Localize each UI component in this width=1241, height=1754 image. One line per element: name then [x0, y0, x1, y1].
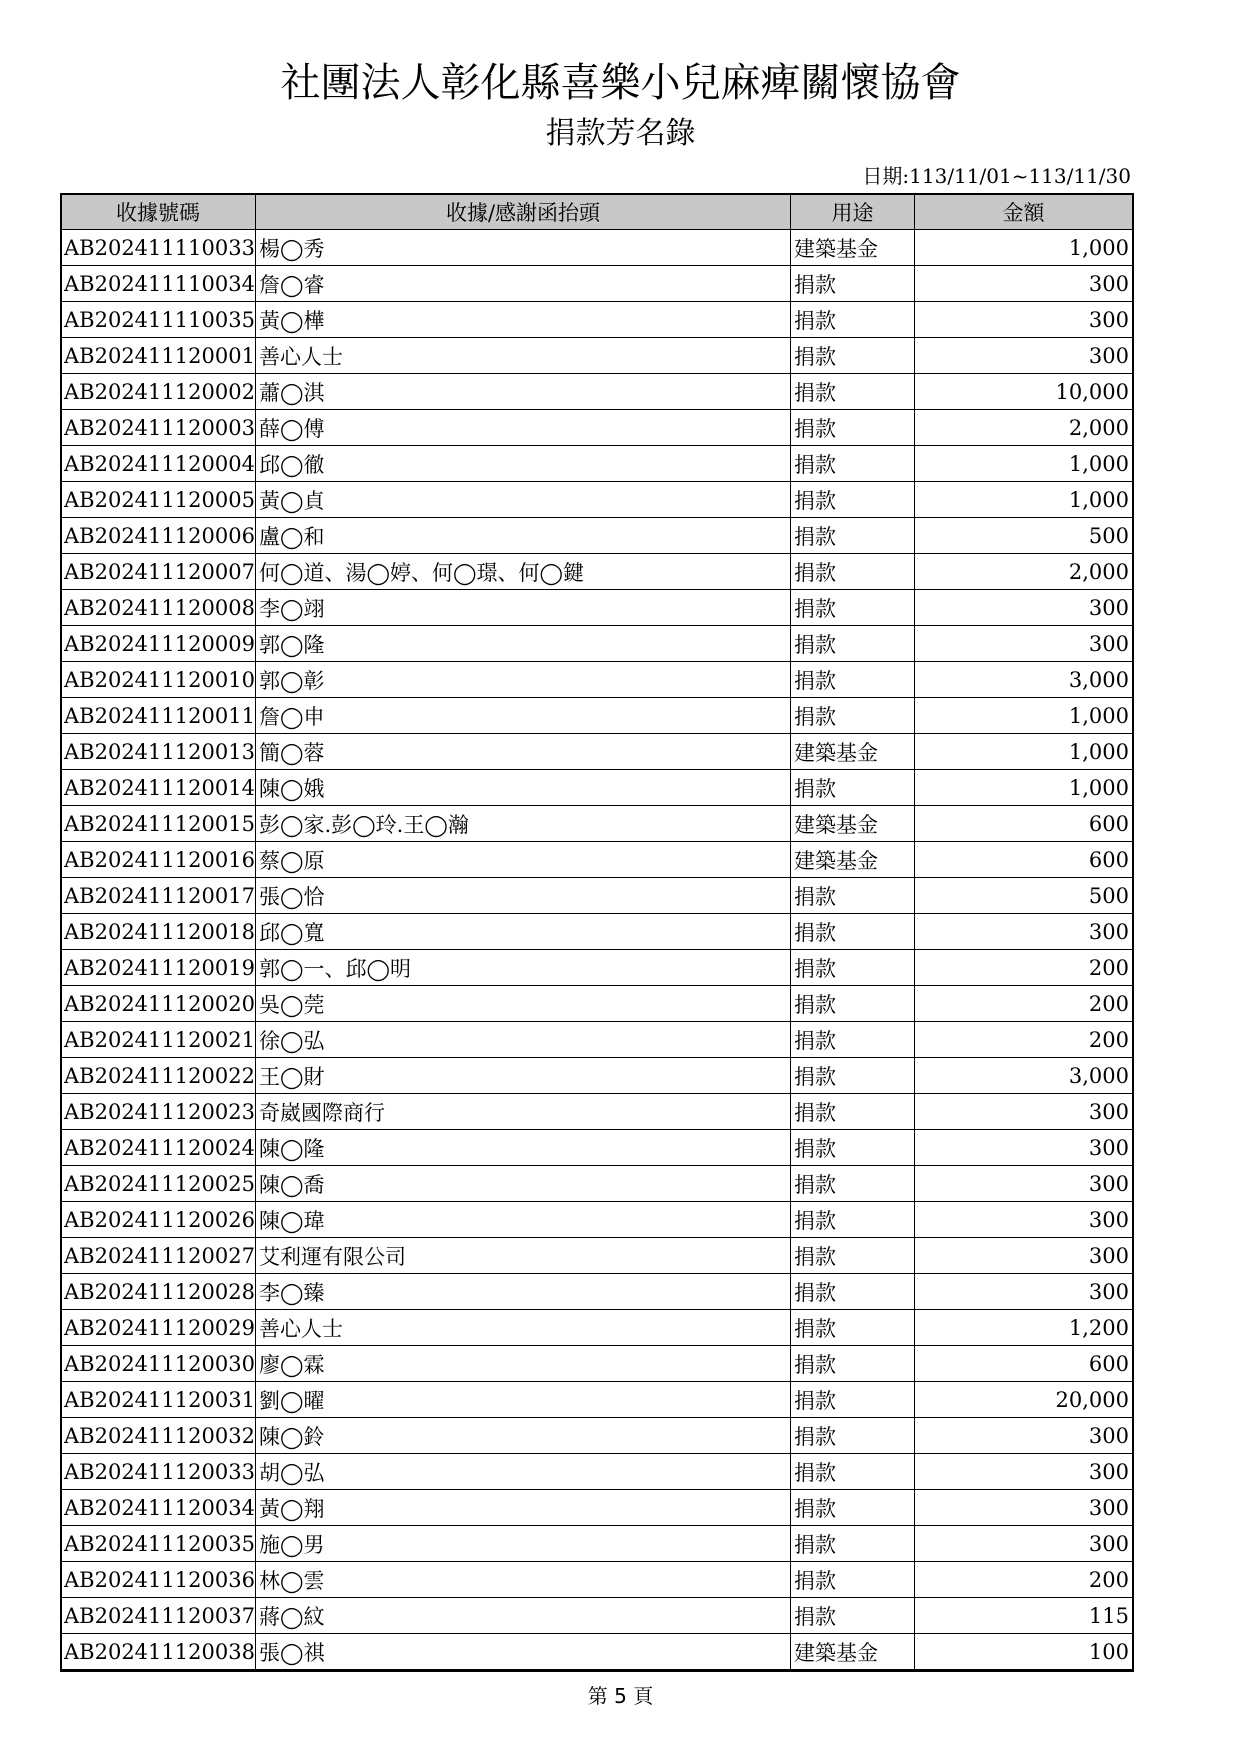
table-row [61, 1202, 1133, 1238]
recipient-cell: 廖◯霖 [256, 1346, 791, 1382]
table-row [61, 842, 1133, 878]
recipient-cell: 李◯臻 [256, 1274, 791, 1310]
recipient-cell: 蕭◯淇 [256, 374, 791, 410]
receipt-number-cell: AB202411120034 [61, 1490, 256, 1526]
recipient-cell: 李◯翊 [256, 590, 791, 626]
column-header-purpose: 用途 [791, 194, 915, 230]
receipt-number-cell: AB202411120027 [61, 1238, 256, 1274]
table-row [61, 1274, 1133, 1310]
purpose-cell: 捐款 [791, 338, 915, 374]
recipient-cell: 善心人士 [256, 1310, 791, 1346]
receipt-number-cell: AB202411120013 [61, 734, 256, 770]
recipient-cell: 何◯道、湯◯婷、何◯璟、何◯鍵 [256, 554, 791, 590]
purpose-cell: 捐款 [791, 1418, 915, 1454]
receipt-number-cell: AB202411120011 [61, 698, 256, 734]
purpose-cell: 捐款 [791, 1274, 915, 1310]
receipt-number-cell: AB202411120018 [61, 914, 256, 950]
amount-cell: 200 [915, 950, 1133, 986]
column-header-receipt-number: 收據號碼 [61, 194, 256, 230]
recipient-cell: 邱◯徹 [256, 446, 791, 482]
column-header-amount: 金額 [915, 194, 1133, 230]
amount-cell: 600 [915, 842, 1133, 878]
table-row [61, 1598, 1133, 1634]
recipient-cell: 郭◯一、邱◯明 [256, 950, 791, 986]
purpose-cell: 捐款 [791, 1346, 915, 1382]
amount-cell: 3,000 [915, 662, 1133, 698]
receipt-number-cell: AB202411120010 [61, 662, 256, 698]
purpose-cell: 建築基金 [791, 806, 915, 842]
recipient-cell: 郭◯隆 [256, 626, 791, 662]
receipt-number-cell: AB202411120021 [61, 1022, 256, 1058]
purpose-cell: 捐款 [791, 1598, 915, 1634]
recipient-cell: 施◯男 [256, 1526, 791, 1562]
purpose-cell: 捐款 [791, 374, 915, 410]
recipient-cell: 奇崴國際商行 [256, 1094, 791, 1130]
table-row [61, 950, 1133, 986]
amount-cell: 1,000 [915, 734, 1133, 770]
amount-cell: 20,000 [915, 1382, 1133, 1418]
table-row [61, 1238, 1133, 1274]
column-header-recipient: 收據/感謝函抬頭 [256, 194, 791, 230]
amount-cell: 1,200 [915, 1310, 1133, 1346]
receipt-number-cell: AB202411120022 [61, 1058, 256, 1094]
purpose-cell: 建築基金 [791, 842, 915, 878]
amount-cell: 600 [915, 1346, 1133, 1382]
recipient-cell: 蔣◯紋 [256, 1598, 791, 1634]
receipt-number-cell: AB202411120023 [61, 1094, 256, 1130]
receipt-number-cell: AB202411120005 [61, 482, 256, 518]
amount-cell: 300 [915, 1094, 1133, 1130]
purpose-cell: 捐款 [791, 626, 915, 662]
table-row [61, 662, 1133, 698]
donor-table [60, 193, 1133, 1670]
recipient-cell: 詹◯睿 [256, 266, 791, 302]
purpose-cell: 捐款 [791, 662, 915, 698]
receipt-number-cell: AB202411120020 [61, 986, 256, 1022]
recipient-cell: 彭◯家.彭◯玲.王◯瀚 [256, 806, 791, 842]
recipient-cell: 張◯恰 [256, 878, 791, 914]
amount-cell: 300 [915, 1166, 1133, 1202]
receipt-number-cell: AB202411120029 [61, 1310, 256, 1346]
recipient-cell: 郭◯彰 [256, 662, 791, 698]
purpose-cell: 捐款 [791, 518, 915, 554]
receipt-number-cell: AB202411120035 [61, 1526, 256, 1562]
recipient-cell: 黃◯翔 [256, 1490, 791, 1526]
table-row [61, 410, 1133, 446]
recipient-cell: 善心人士 [256, 338, 791, 374]
table-row [61, 1058, 1133, 1094]
receipt-number-cell: AB202411120026 [61, 1202, 256, 1238]
purpose-cell: 捐款 [791, 1058, 915, 1094]
receipt-number-cell: AB202411120024 [61, 1130, 256, 1166]
recipient-cell: 王◯財 [256, 1058, 791, 1094]
amount-cell: 1,000 [915, 698, 1133, 734]
purpose-cell: 捐款 [791, 482, 915, 518]
document-subtitle: 捐款芳名錄 [545, 116, 696, 151]
table-row [61, 482, 1133, 518]
purpose-cell: 捐款 [791, 986, 915, 1022]
recipient-cell: 陳◯娥 [256, 770, 791, 806]
recipient-cell: 楊◯秀 [256, 230, 791, 266]
table-row [61, 770, 1133, 806]
amount-cell: 300 [915, 1454, 1133, 1490]
receipt-number-cell: AB202411120001 [61, 338, 256, 374]
table-row [61, 518, 1133, 554]
purpose-cell: 捐款 [791, 1094, 915, 1130]
purpose-cell: 捐款 [791, 302, 915, 338]
recipient-cell: 吳◯莞 [256, 986, 791, 1022]
purpose-cell: 捐款 [791, 266, 915, 302]
amount-cell: 300 [915, 1274, 1133, 1310]
recipient-cell: 盧◯和 [256, 518, 791, 554]
table-row [61, 914, 1133, 950]
amount-cell: 1,000 [915, 230, 1133, 266]
purpose-cell: 捐款 [791, 1130, 915, 1166]
recipient-cell: 陳◯喬 [256, 1166, 791, 1202]
organization-title: 社團法人彰化縣喜樂小兒麻痺關懷協會 [280, 60, 961, 106]
purpose-cell: 捐款 [791, 950, 915, 986]
recipient-cell: 胡◯弘 [256, 1454, 791, 1490]
amount-cell: 300 [915, 1490, 1133, 1526]
table-row [61, 986, 1133, 1022]
table-row [61, 1382, 1133, 1418]
table-row [61, 1310, 1133, 1346]
purpose-cell: 捐款 [791, 1454, 915, 1490]
table-row [61, 734, 1133, 770]
receipt-number-cell: AB202411120019 [61, 950, 256, 986]
purpose-cell: 捐款 [791, 878, 915, 914]
table-row [61, 266, 1133, 302]
receipt-number-cell: AB202411120031 [61, 1382, 256, 1418]
amount-cell: 1,000 [915, 770, 1133, 806]
purpose-cell: 捐款 [791, 1022, 915, 1058]
amount-cell: 500 [915, 878, 1133, 914]
table-row [61, 1346, 1133, 1382]
amount-cell: 300 [915, 302, 1133, 338]
table-row [61, 446, 1133, 482]
recipient-cell: 陳◯瑋 [256, 1202, 791, 1238]
amount-cell: 2,000 [915, 554, 1133, 590]
table-row [61, 1166, 1133, 1202]
purpose-cell: 捐款 [791, 410, 915, 446]
amount-cell: 200 [915, 1562, 1133, 1598]
purpose-cell: 建築基金 [791, 230, 915, 266]
receipt-number-cell: AB202411120025 [61, 1166, 256, 1202]
receipt-number-cell: AB202411120008 [61, 590, 256, 626]
amount-cell: 1,000 [915, 482, 1133, 518]
table-row [61, 590, 1133, 626]
table-row [61, 1094, 1133, 1130]
receipt-number-cell: AB202411110033 [61, 230, 256, 266]
purpose-cell: 捐款 [791, 1238, 915, 1274]
receipt-number-cell: AB202411120032 [61, 1418, 256, 1454]
purpose-cell: 捐款 [791, 590, 915, 626]
amount-cell: 600 [915, 806, 1133, 842]
recipient-cell: 蔡◯原 [256, 842, 791, 878]
purpose-cell: 捐款 [791, 1166, 915, 1202]
table-row [61, 374, 1133, 410]
purpose-cell: 捐款 [791, 914, 915, 950]
purpose-cell: 建築基金 [791, 734, 915, 770]
recipient-cell: 徐◯弘 [256, 1022, 791, 1058]
table-row [61, 806, 1133, 842]
purpose-cell: 捐款 [791, 1202, 915, 1238]
amount-cell: 300 [915, 338, 1133, 374]
recipient-cell: 黃◯樺 [256, 302, 791, 338]
amount-cell: 500 [915, 518, 1133, 554]
amount-cell: 300 [915, 1526, 1133, 1562]
table-row [61, 1418, 1133, 1454]
receipt-number-cell: AB202411110034 [61, 266, 256, 302]
recipient-cell: 陳◯鈴 [256, 1418, 791, 1454]
purpose-cell: 建築基金 [791, 1634, 915, 1670]
purpose-cell: 捐款 [791, 554, 915, 590]
purpose-cell: 捐款 [791, 446, 915, 482]
receipt-number-cell: AB202411120038 [61, 1634, 256, 1670]
amount-cell: 300 [915, 1130, 1133, 1166]
recipient-cell: 簡◯蓉 [256, 734, 791, 770]
amount-cell: 300 [915, 914, 1133, 950]
recipient-cell: 陳◯隆 [256, 1130, 791, 1166]
recipient-cell: 艾利運有限公司 [256, 1238, 791, 1274]
amount-cell: 100 [915, 1634, 1133, 1670]
amount-cell: 1,000 [915, 446, 1133, 482]
receipt-number-cell: AB202411120004 [61, 446, 256, 482]
recipient-cell: 詹◯申 [256, 698, 791, 734]
table-body [61, 230, 1133, 1670]
purpose-cell: 捐款 [791, 1490, 915, 1526]
table-row [61, 1130, 1133, 1166]
table-row [61, 1454, 1133, 1490]
amount-cell: 200 [915, 986, 1133, 1022]
receipt-number-cell: AB202411120037 [61, 1598, 256, 1634]
recipient-cell: 黃◯貞 [256, 482, 791, 518]
table-row [61, 698, 1133, 734]
receipt-number-cell: AB202411120002 [61, 374, 256, 410]
receipt-number-cell: AB202411120017 [61, 878, 256, 914]
purpose-cell: 捐款 [791, 1382, 915, 1418]
table-header-row [61, 194, 1133, 230]
receipt-number-cell: AB202411120014 [61, 770, 256, 806]
table-row [61, 338, 1133, 374]
table-row [61, 1526, 1133, 1562]
purpose-cell: 捐款 [791, 1310, 915, 1346]
receipt-number-cell: AB202411120007 [61, 554, 256, 590]
amount-cell: 300 [915, 590, 1133, 626]
recipient-cell: 薛◯傅 [256, 410, 791, 446]
table-row [61, 626, 1133, 662]
table-row [61, 302, 1133, 338]
amount-cell: 300 [915, 1202, 1133, 1238]
amount-cell: 300 [915, 1238, 1133, 1274]
amount-cell: 115 [915, 1598, 1133, 1634]
receipt-number-cell: AB202411120033 [61, 1454, 256, 1490]
date-range: 日期:113/11/01~113/11/30 [862, 164, 1131, 188]
receipt-number-cell: AB202411120009 [61, 626, 256, 662]
table-row [61, 1022, 1133, 1058]
table-row [61, 1490, 1133, 1526]
table-row [61, 1562, 1133, 1598]
receipt-number-cell: AB202411110035 [61, 302, 256, 338]
table-row [61, 230, 1133, 266]
amount-cell: 300 [915, 266, 1133, 302]
purpose-cell: 捐款 [791, 698, 915, 734]
table-row [61, 1634, 1133, 1670]
receipt-number-cell: AB202411120036 [61, 1562, 256, 1598]
recipient-cell: 張◯祺 [256, 1634, 791, 1670]
recipient-cell: 林◯雲 [256, 1562, 791, 1598]
table-row [61, 878, 1133, 914]
amount-cell: 3,000 [915, 1058, 1133, 1094]
purpose-cell: 捐款 [791, 770, 915, 806]
receipt-number-cell: AB202411120030 [61, 1346, 256, 1382]
amount-cell: 10,000 [915, 374, 1133, 410]
page-number: 第 5 頁 [587, 1684, 654, 1708]
purpose-cell: 捐款 [791, 1526, 915, 1562]
table-row [61, 554, 1133, 590]
receipt-number-cell: AB202411120028 [61, 1274, 256, 1310]
amount-cell: 200 [915, 1022, 1133, 1058]
amount-cell: 300 [915, 626, 1133, 662]
receipt-number-cell: AB202411120016 [61, 842, 256, 878]
receipt-number-cell: AB202411120003 [61, 410, 256, 446]
receipt-number-cell: AB202411120006 [61, 518, 256, 554]
receipt-number-cell: AB202411120015 [61, 806, 256, 842]
recipient-cell: 邱◯寬 [256, 914, 791, 950]
recipient-cell: 劉◯曜 [256, 1382, 791, 1418]
amount-cell: 2,000 [915, 410, 1133, 446]
purpose-cell: 捐款 [791, 1562, 915, 1598]
amount-cell: 300 [915, 1418, 1133, 1454]
